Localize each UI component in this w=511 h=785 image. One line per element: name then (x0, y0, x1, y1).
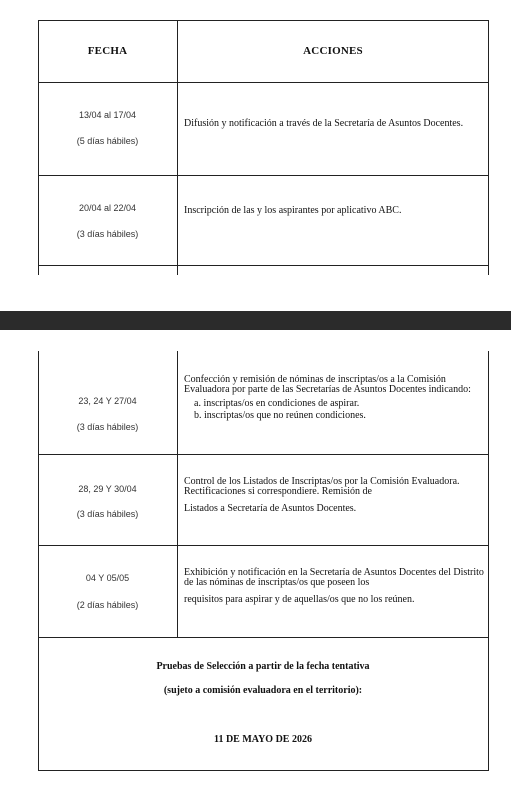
row-action (184, 375, 484, 422)
row-days: (5 días hábiles) (76, 136, 139, 146)
selection-note-line1: Pruebas de Selección a partir de la fecha tentativa (156, 661, 370, 672)
table-border-right (488, 351, 489, 771)
page-top (0, 0, 511, 311)
row-action (184, 568, 484, 605)
table-border-right (488, 20, 489, 275)
row-date: 23, 24 Y 27/04 (78, 396, 137, 406)
row-date: 28, 29 Y 30/04 (78, 484, 137, 494)
row-divider (38, 82, 489, 83)
row-divider (38, 454, 489, 455)
row-date: 20/04 al 22/04 (78, 203, 137, 213)
row-date: 13/04 al 17/04 (78, 110, 137, 120)
header-acciones: ACCIONES (303, 45, 363, 57)
row-divider (38, 175, 489, 176)
row-action-text: Confección y remisión de nóminas de inscriptas/os a la Comisión Evaluadora por parte de las Secretarías de Asuntos Docentes indicando: (184, 374, 471, 395)
table-border-bottom (38, 770, 489, 771)
row-days: (2 días hábiles) (76, 600, 139, 610)
row-divider (38, 545, 489, 546)
row-action-text: Control de los Listados de Inscriptas/os por la Comisión Evaluadora. Rectificaciones si correspondiere. Remisión de (184, 476, 460, 497)
row-divider (38, 637, 489, 638)
row-action-text: Exhibición y notificación en la Secretaría de Asuntos Docentes del Distrito de las nóminas de inscriptas/os que poseen los (184, 567, 484, 588)
page-separator (0, 311, 511, 330)
header-fecha: FECHA (87, 45, 128, 57)
condition-list (194, 398, 484, 422)
row-action-text: requisitos para aspirar y de aquellas/os que no los reúnen. (184, 594, 415, 605)
row-days: (3 días hábiles) (76, 422, 139, 432)
table-border-top (38, 20, 489, 21)
row-action: Difusión y notificación a través de la Secretaría de Asuntos Docentes. (184, 118, 464, 129)
row-date: 04 Y 05/05 (85, 573, 130, 583)
row-action: Inscripción de las y los aspirantes por aplicativo ABC. (184, 205, 402, 216)
row-divider (38, 265, 489, 266)
selection-date: 11 DE MAYO DE 2026 (214, 734, 312, 745)
table-border-mid (177, 20, 178, 275)
row-days: (3 días hábiles) (76, 509, 139, 519)
list-item: a. inscriptas/os en condiciones de aspirar. (194, 398, 360, 409)
table-border-left (38, 351, 39, 771)
list-item: b. inscriptas/os que no reúnen condiciones. (194, 410, 366, 421)
row-action-text: Listados a Secretaría de Asuntos Docentes. (184, 503, 357, 514)
row-days: (3 días hábiles) (76, 229, 139, 239)
table-border-mid (177, 351, 178, 637)
selection-note-line2: (sujeto a comisión evaluadora en el territorio): (163, 685, 363, 696)
row-action (184, 477, 484, 514)
page-bottom (0, 330, 511, 785)
